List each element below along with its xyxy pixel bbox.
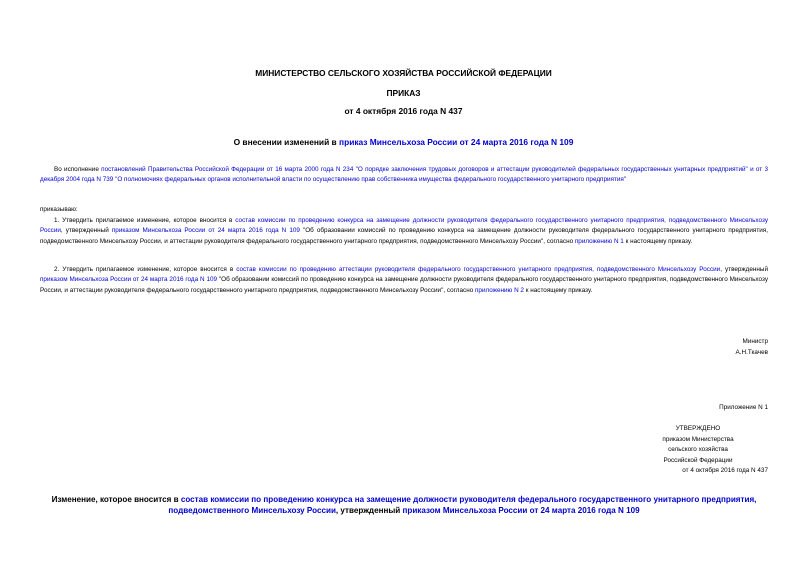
item2-text-b: , утвержденный: [720, 266, 769, 273]
item2-link-order[interactable]: приказом Минсельхоза России от 24 марта 2016 года N 109: [40, 276, 218, 284]
approved-stamp: УТВЕРЖДЕНО: [675, 425, 721, 432]
doc-date: от 4 октября 2016 года N 437: [344, 106, 463, 116]
appendix-label: Приложение N 1: [719, 404, 768, 411]
doc-title-prefix: О внесении изменений в: [233, 137, 340, 147]
item1-text-b: , утвержденный: [60, 227, 112, 235]
appendix-title: [40, 494, 768, 516]
item1-text-d: к настоящему приказу.: [623, 237, 693, 245]
item2-link-appendix[interactable]: приложению N 2: [475, 286, 524, 294]
appendix-title-link-composition[interactable]: состав комиссии по проведению конкурса на замещение должности руководителя федерального государственного унитарного предприятия, подведомственного Минсельхозу России: [168, 495, 757, 515]
preamble-link[interactable]: постановлений Правительства Российской Федерации от 16 марта 2000 года N 234 "О порядке заключения трудовых договоров и аттестации руководителей федеральных государственных унитарных предприятий" и от 3 декабря 2004 года N 739 "О полномочиях федеральных органов исполнительной власти по осуществлению прав собственника имущества федерального государственного унитарного предприятия": [40, 166, 768, 184]
item1-text-a: 1. Утвердить прилагаемое изменение, которое вносится в: [54, 217, 236, 224]
appendix-title-b: , утвержденный: [335, 506, 403, 515]
doc-type-heading: ПРИКАЗ: [386, 88, 421, 98]
doc-title-link[interactable]: приказ Минсельхоза России от 24 марта 2016 года N 109: [339, 137, 574, 147]
item2-text-c: "Об образовании комиссий по проведению конкурса на замещение должности руководителя федерального государственного унитарного предприятия, подведомственного Минсельхозу России, и аттестации руководителя федерального государственного унитарного предприятия, подведомственного Минсельхозу России", согласно: [40, 276, 768, 294]
approved-line-4: от 4 октября 2016 года N 437: [682, 467, 768, 474]
ministry-heading: МИНИСТЕРСТВО СЕЛЬСКОГО ХОЗЯЙСТВА РОССИЙСКОЙ ФЕДЕРАЦИИ: [255, 68, 552, 78]
appendix-title-link-order[interactable]: приказом Минсельхоза России от 24 марта 2016 года N 109: [402, 506, 640, 515]
paragraph-preamble: [40, 165, 768, 186]
signature-position: Министр: [742, 338, 768, 345]
appendix-title-a: Изменение, которое вносится в: [51, 495, 181, 504]
approved-line-3: Российской Федерации: [663, 456, 733, 464]
paragraph-item-1: [40, 216, 768, 247]
preamble-text: Во исполнение: [54, 166, 102, 173]
paragraph-order: приказываю:: [40, 206, 78, 213]
item1-link-composition[interactable]: состав комиссии по проведению конкурса на замещение должности руководителя федерального государственного унитарного предприятия, подведомственного Минсельхозу России: [40, 217, 768, 235]
approved-line-1: приказом Министерства: [662, 435, 734, 443]
item2-link-composition[interactable]: состав комиссии по проведению аттестации руководителя федерального государственного унитарного предприятия, подведомственного Минсельхозу России: [236, 266, 721, 273]
paragraph-item-2: [40, 265, 768, 296]
item1-link-order[interactable]: приказом Минсельхоза России от 24 марта 2016 года N 109: [111, 227, 300, 235]
item1-text-c: "Об образовании комиссий по проведению конкурса на замещение должности руководителя федерального государственного унитарного предприятия, подведомственного Минсельхозу России, и аттестации руководителя федерального государственного унитарного предприятия, подведомственного Минсельхозу России", согласно: [40, 227, 768, 245]
item2-text-d: к настоящему приказу.: [523, 286, 593, 294]
approved-line-2: сельского хозяйства: [668, 446, 728, 453]
approval-block: [628, 424, 768, 477]
item2-text-a: 2. Утвердить прилагаемое изменение, которое вносится в: [54, 266, 237, 273]
signature-name: А.Н.Ткачев: [735, 349, 768, 356]
doc-title: [0, 137, 807, 147]
item1-link-appendix[interactable]: приложению N 1: [574, 237, 624, 245]
